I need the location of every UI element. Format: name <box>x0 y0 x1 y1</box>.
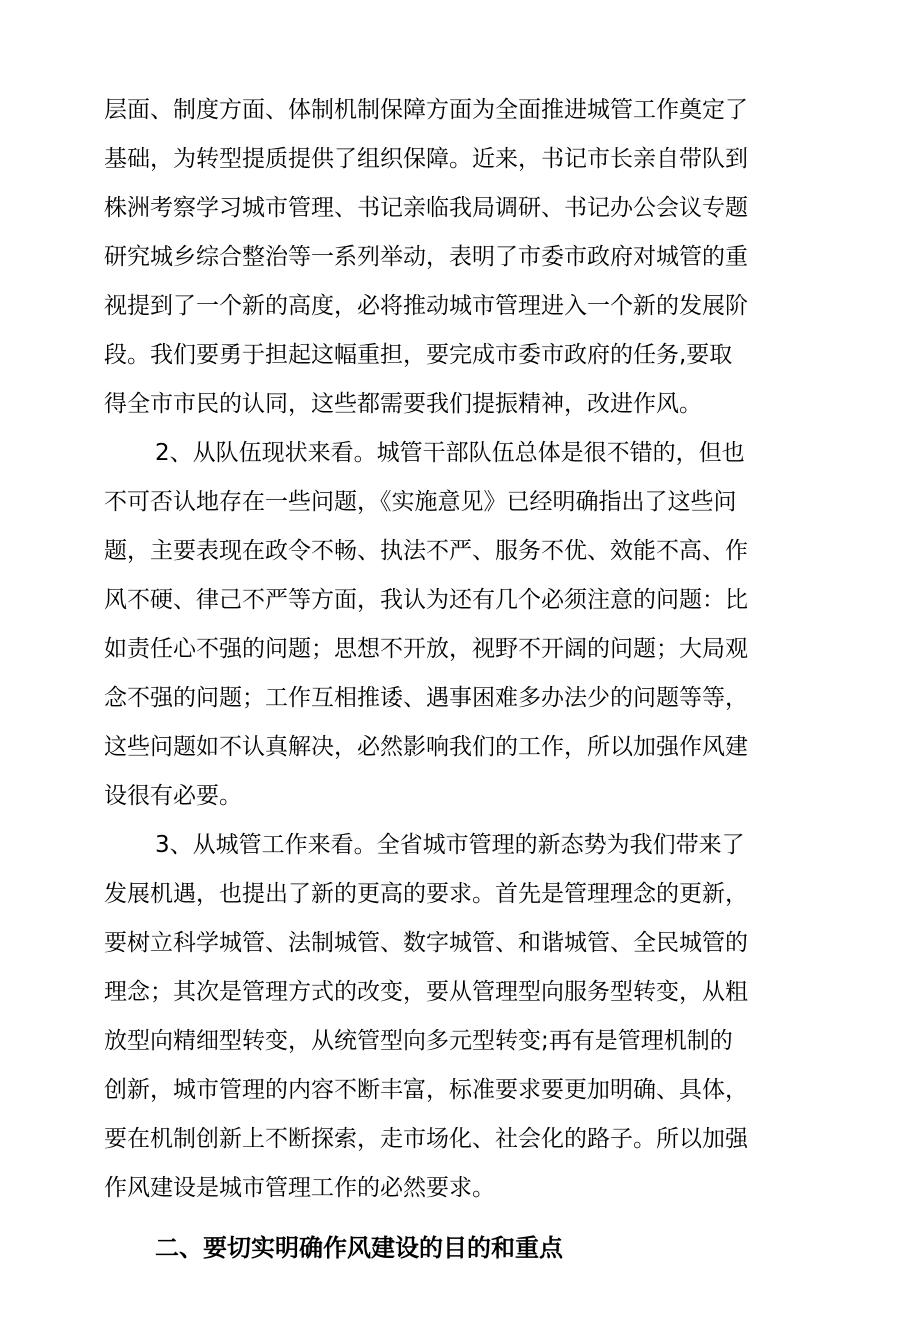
text-line: 层面、制度方面、体制机制保障方面为全面推进城管工作奠定了 <box>104 97 748 123</box>
text-line: 研究城乡综合整治等一系列举动，表明了市委市政府对城管的重 <box>104 244 748 270</box>
text-line: 发展机遇，也提出了新的更高的要求。首先是管理理念的更新， <box>104 881 748 907</box>
text-line: 株洲考察学习城市管理、书记亲临我局调研、书记办公会议专题 <box>104 195 748 221</box>
paragraph-start-line: 3、从城管工作来看。全省城市管理的新态势为我们带来了 <box>155 832 745 858</box>
text-line: 题，主要表现在政令不畅、执法不严、服务不优、效能不高、作 <box>104 538 748 564</box>
text-line: 基础，为转型提质提供了组织保障。近来，书记市长亲自带队到 <box>104 146 748 172</box>
text-line: 要树立科学城管、法制城管、数字城管、和谐城管、全民城管的 <box>104 930 748 956</box>
text-line: 创新，城市管理的内容不断丰富，标准要求要更加明确、具体， <box>104 1077 748 1103</box>
text-line: 设很有必要。 <box>104 783 242 809</box>
text-line: 段。我们要勇于担起这幅重担，要完成市委市政府的任务,要取 <box>104 342 733 368</box>
text-line: 这些问题如不认真解决，必然影响我们的工作，所以加强作风建 <box>104 734 748 760</box>
text-line: 如责任心不强的问题；思想不开放，视野不开阔的问题；大局观 <box>104 636 748 662</box>
text-line: 不可否认地存在一些问题，《实施意见》已经明确指出了这些问 <box>104 489 737 515</box>
paragraph-start-line: 2、从队伍现状来看。城管干部队伍总体是很不错的，但也 <box>155 440 745 466</box>
text-line: 理念；其次是管理方式的改变，要从管理型向服务型转变，从粗 <box>104 979 748 1005</box>
text-line: 作风建设是城市管理工作的必然要求。 <box>104 1175 495 1201</box>
text-line: 风不硬、律己不严等方面，我认为还有几个必须注意的问题：比 <box>104 587 748 613</box>
text-line: 要在机制创新上不断探索，走市场化、社会化的路子。所以加强 <box>104 1126 748 1152</box>
text-line: 视提到了一个新的高度，必将推动城市管理进入一个新的发展阶 <box>104 293 748 319</box>
text-line: 放型向精细型转变，从统管型向多元型转变;再有是管理机制的 <box>104 1028 733 1054</box>
text-line: 念不强的问题；工作互相推诿、遇事困难多办法少的问题等等， <box>104 685 748 711</box>
text-line: 得全市市民的认同，这些都需要我们提振精神，改进作风。 <box>104 391 702 417</box>
section-heading: 二、要切实明确作风建设的目的和重点 <box>155 1234 563 1262</box>
